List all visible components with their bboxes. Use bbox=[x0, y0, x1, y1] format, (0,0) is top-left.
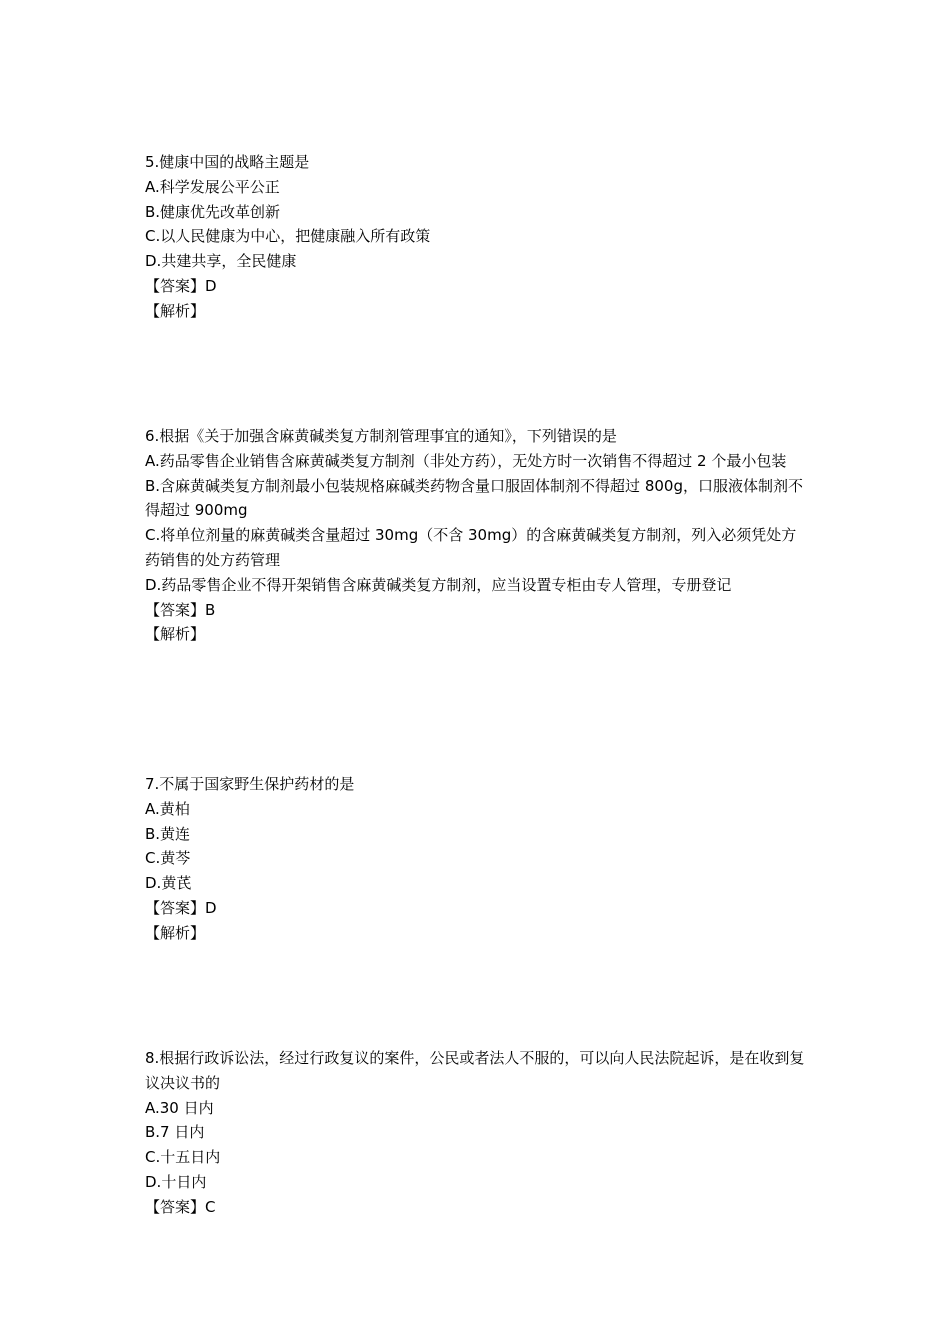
option-b: B.含麻黄碱类复方制剂最小包装规格麻碱类药物含量口服固体制剂不得超过 800g，口服液体制剂不得超过 900mg bbox=[145, 476, 803, 520]
question-5 bbox=[145, 150, 810, 324]
answer-line: 【答案】D bbox=[145, 898, 217, 917]
analysis-line: 【解析】 bbox=[145, 301, 206, 320]
option-c: C.将单位剂量的麻黄碱类含量超过 30mg（不含 30mg）的含麻黄碱类复方制剂，列入必须凭处方药销售的处方药管理 bbox=[145, 526, 797, 569]
answer-line: 【答案】D bbox=[145, 276, 217, 295]
option-d: D.药品零售企业不得开架销售含麻黄碱类复方制剂，应当设置专柜由专人管理，专册登记 bbox=[145, 575, 732, 594]
answer-line: 【答案】C bbox=[145, 1197, 216, 1216]
question-stem: 8.根据行政诉讼法，经过行政复议的案件，公民或者法人不服的，可以向人民法院起诉，是在收到复议决议书的 bbox=[145, 1049, 805, 1092]
option-a: A.科学发展公平公正 bbox=[145, 177, 280, 196]
option-c: C.黄芩 bbox=[145, 849, 191, 868]
question-stem: 7.不属于国家野生保护药材的是 bbox=[145, 775, 355, 793]
question-8 bbox=[145, 1046, 810, 1220]
option-b: B.黄连 bbox=[145, 824, 191, 843]
option-d: D.黄芪 bbox=[145, 874, 192, 893]
question-6 bbox=[145, 424, 810, 647]
question-stem: 6.根据《关于加强含麻黄碱类复方制剂管理事宜的通知》，下列错误的是 bbox=[145, 427, 617, 445]
answer-line: 【答案】B bbox=[145, 600, 216, 619]
analysis-line: 【解析】 bbox=[145, 923, 206, 942]
option-b: B.健康优先改革创新 bbox=[145, 202, 281, 221]
option-d: D.十日内 bbox=[145, 1172, 207, 1191]
option-a: A.黄柏 bbox=[145, 799, 190, 818]
question-7 bbox=[145, 772, 810, 946]
option-a: A.药品零售企业销售含麻黄碱类复方制剂（非处方药），无处方时一次销售不得超过 2 个最小包装 bbox=[145, 451, 787, 470]
option-c: C.十五日内 bbox=[145, 1148, 221, 1167]
question-stem: 5.健康中国的战略主题是 bbox=[145, 153, 310, 171]
option-a: A.30 日内 bbox=[145, 1098, 214, 1117]
option-d: D.共建共享，全民健康 bbox=[145, 252, 297, 271]
analysis-line: 【解析】 bbox=[145, 625, 206, 644]
option-c: C.以人民健康为中心，把健康融入所有政策 bbox=[145, 227, 431, 246]
option-b: B.7 日内 bbox=[145, 1123, 205, 1142]
